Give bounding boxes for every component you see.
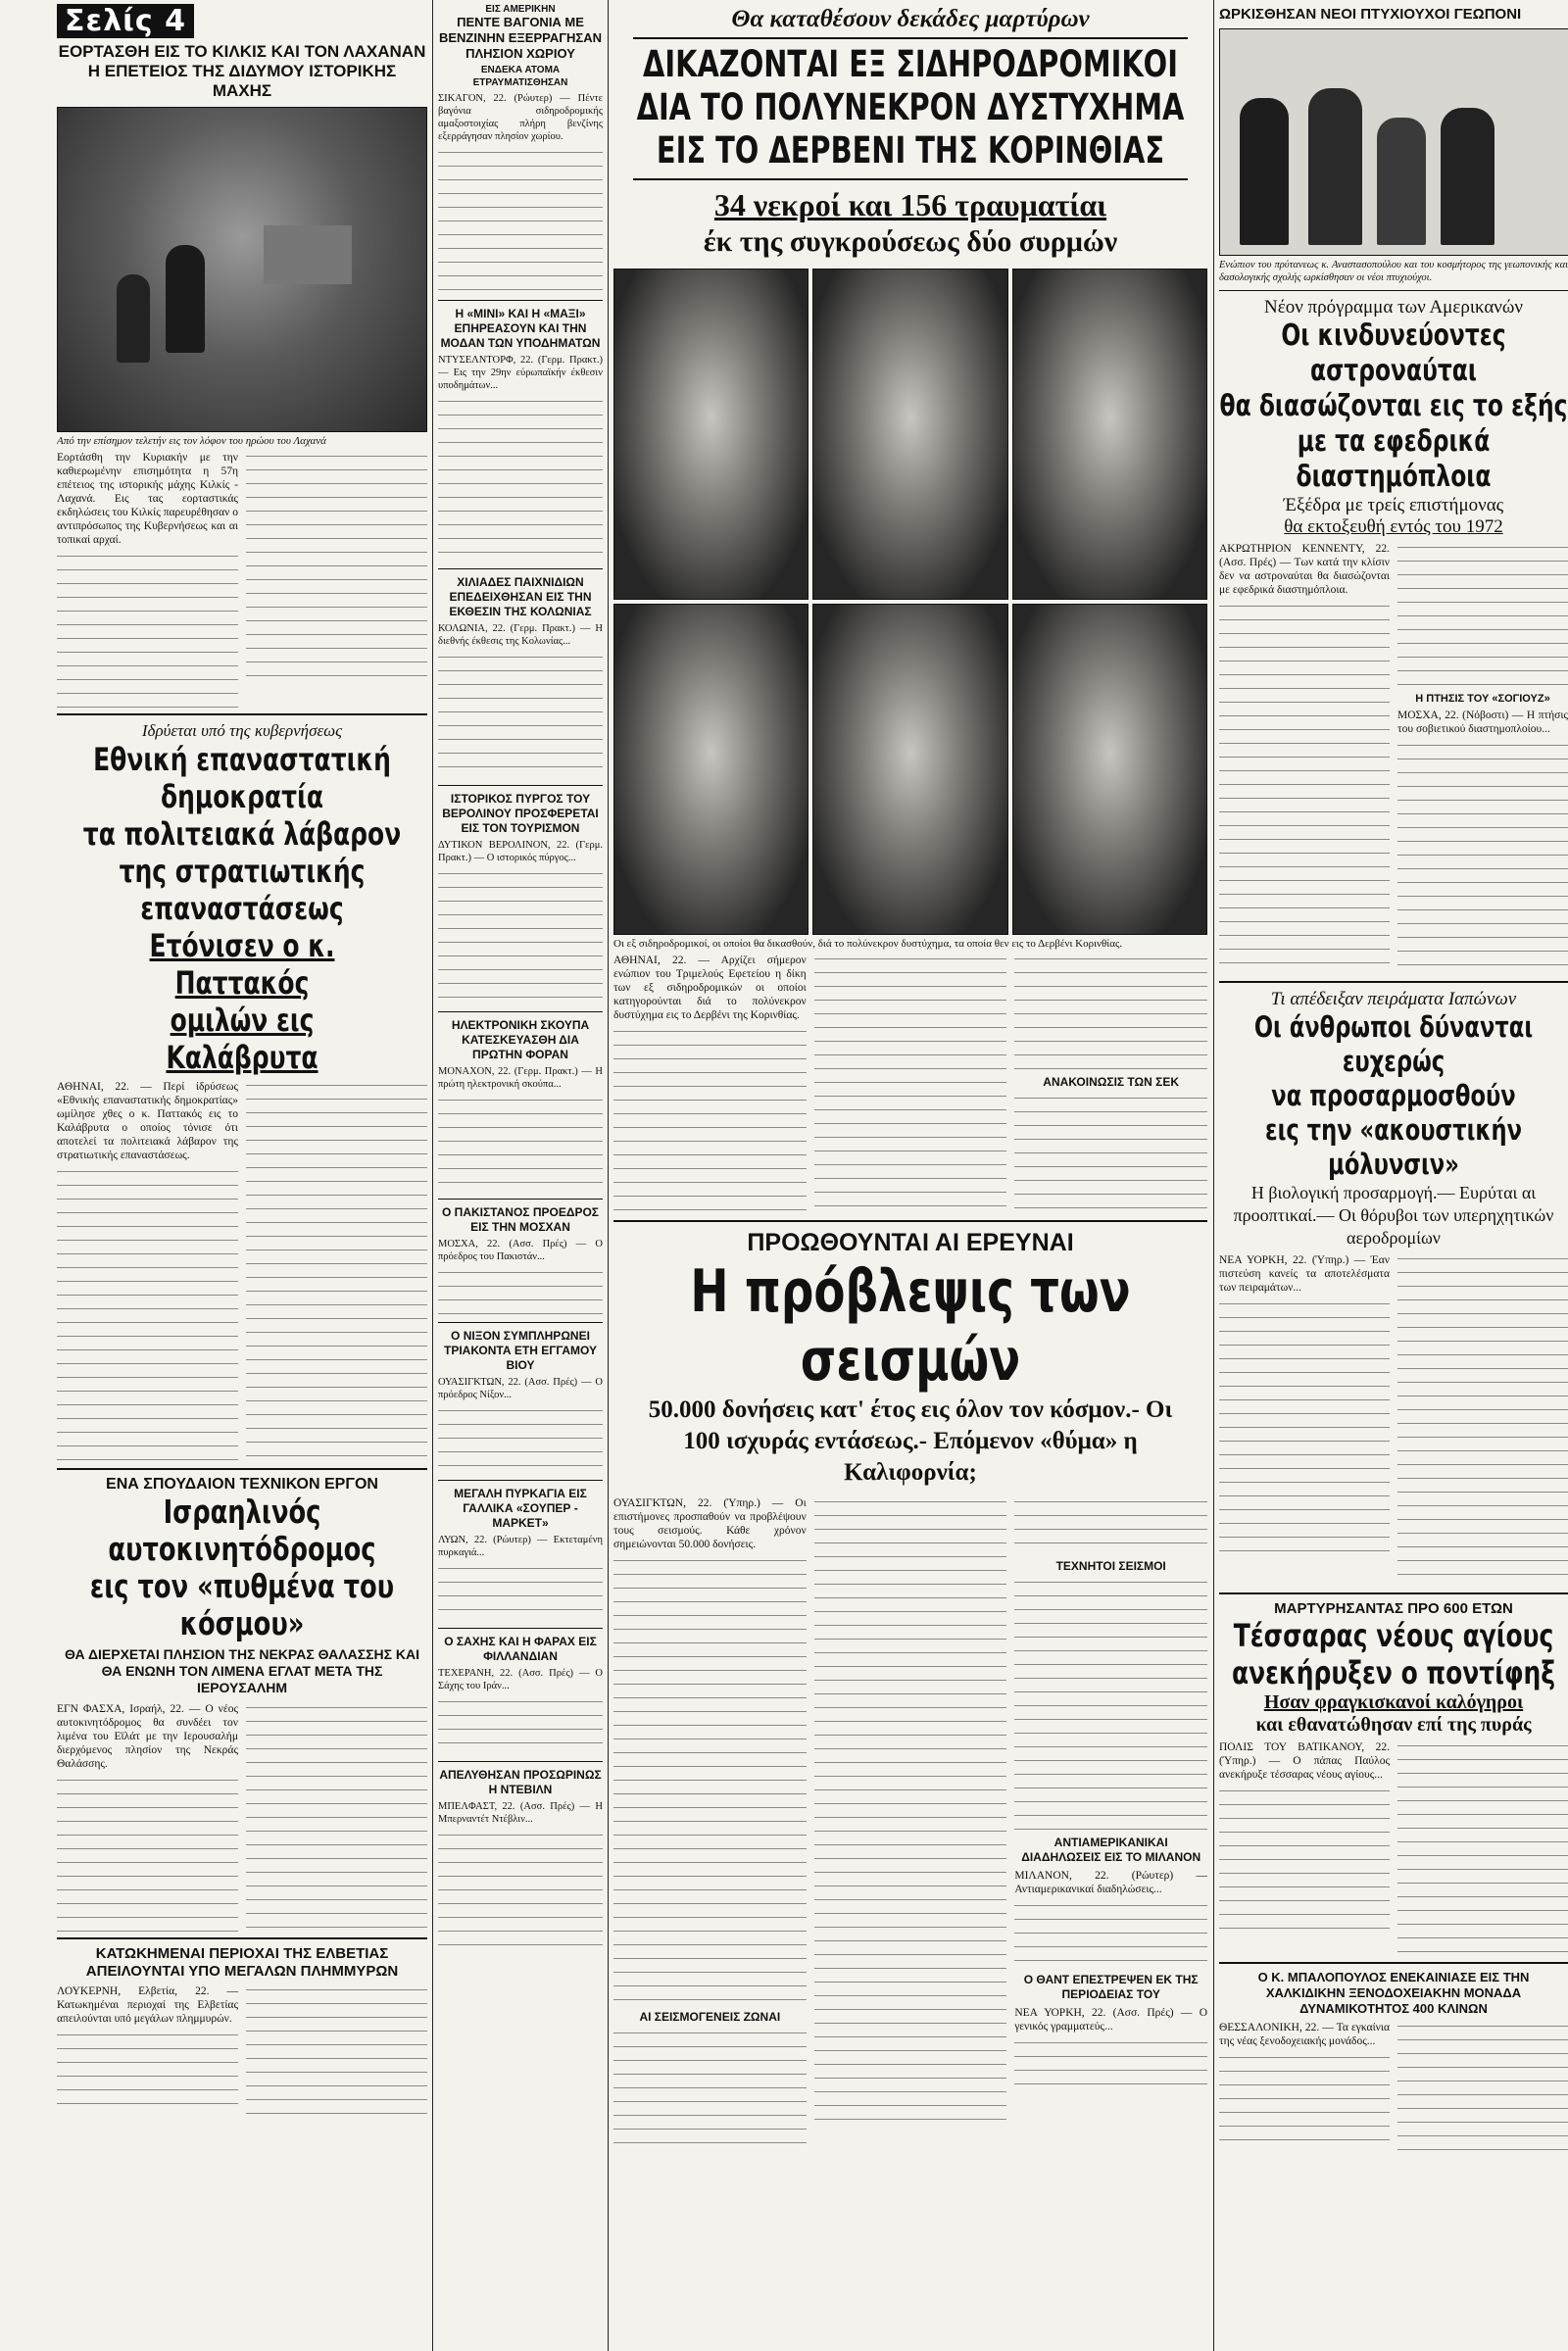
- divider: [438, 1011, 603, 1012]
- defendant-photo: [812, 269, 1007, 600]
- quake-body-col3: [1014, 1496, 1207, 1555]
- israel-headline-2: εις τον «πυθμένα του κόσμου»: [89, 1567, 395, 1642]
- tower-body: ΔΥΤΙΚΟΝ ΒΕΡΟΛΙΝΟΝ, 22. (Γερμ. Πρακτ.) — Ο ιστορικός πύργος...: [438, 840, 603, 863]
- shah-body-continued: [438, 1696, 603, 1755]
- shah-headline: Ο ΣΑΧΗΣ ΚΑΙ Η ΦΑΡΑΧ ΕΙΣ ΦΙΛΛΑΝΔΙΑΝ: [444, 1635, 597, 1663]
- israel-body-col2: [246, 1702, 427, 1928]
- mini-body: ΝΤΥΣΕΛΝΤΟΡΦ, 22. (Γερμ. Πρακτ.) — Εις την 29ην εύρωπαϊκήν έκθεσιν υποδημάτων...: [438, 355, 603, 391]
- swiss-headline: ΚΑΤΩΚΗΜΕΝΑΙ ΠΕΡΙΟΧΑΙ ΤΗΣ ΕΛΒΕΤΙΑΣ ΑΠΕΙΛΟΥΝΤΑΙ ΥΠΟ ΜΕΓΑΛΩΝ ΠΛΗΜΜΥΡΩΝ: [85, 1945, 399, 1980]
- quake-headline: Η πρόβλεψις των σεισμών: [690, 1257, 1131, 1395]
- saints-body-col2: [1397, 1740, 1568, 1956]
- kilkis-body: Εορτάσθη την Κυριακήν με την καθιερωμένην επισημότητα η 57η επέτειος της ιστορικής μάχης Κιλκίς - Λαχανά. Εις τας εορταστικάς εκδηλώσεις του Κιλκίς παρευρέθησαν ο αντιπρόσωπος της Κυβερνήσεως και αι τοπικαί αρχαί.: [57, 452, 238, 546]
- nasa-body-col2: [1397, 542, 1568, 689]
- democracy-headline-1: Εθνική επαναστατική δημοκρατία: [93, 741, 391, 815]
- defendants-photo-grid: [613, 269, 1207, 935]
- defendants-caption: Οι εξ σιδηροδρομικοί, οι οποίοι θα δικασθούν, διά το πολύνεκρον δυστύχημα, τα οποία θεν εις το Δερβένι Κορινθίας.: [613, 938, 1123, 950]
- broom-body-continued: [438, 1095, 603, 1193]
- ntevil-body-continued: [438, 1830, 603, 1947]
- pakistan-headline: Ο ΠΑΚΙΣΤΑΝΟΣ ΠΡΟΕΔΡΟΣ ΕΙΣ ΤΗΝ ΜΟΣΧΑΝ: [441, 1205, 599, 1234]
- toys-body: ΚΟΛΩΝΙΑ, 22. (Γερμ. Πρακτ.) — Η διεθνής έκθεσις της Κολωνίας...: [438, 623, 603, 647]
- sek-headline: ΑΝΑΚΟΙΝΩΣΙΣ ΤΩΝ ΣΕΚ: [1043, 1075, 1180, 1089]
- swiss-body-col2: [246, 1984, 427, 2122]
- quake-subhead: 50.000 δονήσεις κατ' έτος εις όλον τον κόσμον.- Οι 100 ισχυράς εντάσεως.- Επόμενον «θύμα» η Καλιφορνία;: [648, 1396, 1173, 1486]
- derveni-kicker: Θα καταθέσουν δεκάδες μαρτύρων: [731, 6, 1090, 32]
- defendant-photo: [1012, 269, 1207, 600]
- graduates-caption: Ενώπιον του πρύτανεως κ. Αναστασοπούλου και του κοσμήτορος της γεωπονικής και δασολογικής σχολής ωρκίσθησαν οι νέοι πτυχιούχοι.: [1219, 260, 1568, 283]
- us-subhead: ΕΝΔΕΚΑ ΑΤΟΜΑ ΕΤΡΑΥΜΑΤΙΣΘΗΣΑΝ: [472, 65, 568, 88]
- soyuz-body-continued: [1397, 740, 1568, 975]
- kilkis-body-continued: [57, 551, 238, 708]
- soyuz-body: ΜΟΣΧΑ, 22. (Νόβοστι) — Η πτήσις του σοβιετικού διαστημοπλοίου...: [1397, 710, 1568, 735]
- nasa-headline-2: θα διασώζονται εις το εξής: [1219, 389, 1568, 423]
- democracy-headline-2: τα πολιτειακά λάβαρον: [82, 815, 402, 853]
- saints-subhead-2: και εθανατώθησαν επί της πυράς: [1255, 1714, 1532, 1736]
- thant-body-continued: [1014, 2037, 1207, 2096]
- divider: [438, 1761, 603, 1762]
- kilkis-caption: Από την επίσημον τελετήν εις τον λόφον του ηρώου του Λαχανά: [57, 435, 326, 447]
- column-4: [1219, 0, 1568, 2351]
- divider: [57, 1468, 427, 1470]
- swiss-body-continued: [57, 2030, 238, 2108]
- toys-body-continued: [438, 652, 603, 779]
- swiss-body: ΛΟΥΚΕΡΝΗ, Ελβετία, 22. — Κατωκημέναι περιοχαί της Ελβετίας απειλούνται υπό μεγάλων πλημμυρών.: [57, 1985, 238, 2025]
- derveni-headline-1: ΔΙΚΑΖΟΝΤΑΙ ΕΞ ΣΙΔΗΡΟΔΡΟΜΙΚΟΙ: [643, 43, 1178, 85]
- democracy-body-continued: [57, 1166, 238, 1460]
- defendant-photo: [613, 604, 808, 935]
- broom-headline: ΗΛΕΚΤΡΟΝΙΚΗ ΣΚΟΥΠΑ ΚΑΤΕΣΚΕΥΑΣΘΗ ΔΙΑ ΠΡΩΤΗΝ ΦΟΡΑΝ: [451, 1018, 590, 1061]
- defendant-photo: [812, 604, 1007, 935]
- nasa-subhead-1: Έξέδρα με τρείς επιστήμονας: [1283, 495, 1504, 515]
- us-kicker: ΕΙΣ ΑΜΕΡΙΚΗΝ: [485, 4, 556, 15]
- column-1: [57, 0, 427, 2351]
- milan-headline: ΑΝΤΙΑΜΕΡΙΚΑΝΙΚΑΙ ΔΙΑΔΗΛΩΣΕΙΣ ΕΙΣ ΤΟ ΜΙΛΑΝΟΝ: [1021, 1836, 1201, 1864]
- soyuz-headline: Η ΠΤΗΣΙΣ ΤΟΥ «ΣΟΓΙΟΥΖ»: [1415, 693, 1550, 705]
- shah-body: ΤΕΧΕΡΑΝΗ, 22. (Ασσ. Πρές) — Ο Σάχης του Ιράν...: [438, 1668, 603, 1691]
- democracy-body-col2: [246, 1080, 427, 1462]
- nixon-headline: Ο ΝΙΞΟΝ ΣΥΜΠΛΗΡΩΝΕΙ ΤΡΙΑΚΟΝΤΑ ΕΤΗ ΕΓΓΑΜΟΥ ΒΙΟΥ: [443, 1329, 597, 1372]
- derveni-subhead-2: έκ της συγκρούσεως δύο συρμών: [703, 225, 1118, 258]
- nasa-kicker: Νέον πρόγραμμα των Αμερικανών: [1264, 297, 1523, 318]
- derveni-headline-3: ΕΙΣ ΤΟ ΔΕΡΒΕΝΙ ΤΗΣ ΚΟΡΙΝΘΙΑΣ: [656, 129, 1165, 171]
- saints-body: ΠΟΛΙΣ ΤΟΥ ΒΑΤΙΚΑΝΟΥ, 22. (Ύπηρ.) — Ο πάπας Παύλος ανεκήρυξε τέσσαρας νέους αγίους...: [1219, 1741, 1390, 1781]
- nasa-body-continued: [1219, 601, 1390, 973]
- zones-body: [613, 2028, 807, 2145]
- divider: [1219, 1962, 1568, 1964]
- noise-headline-1: Οι άνθρωποι δύνανται ευχερώς: [1253, 1010, 1534, 1078]
- defendant-photo: [1012, 604, 1207, 935]
- us-headline: ΠΕΝΤΕ ΒΑΓΟΝΙΑ ΜΕ ΒΕΝΖΙΝΗΝ ΕΞΕΡΡΑΓΗΣΑΝ ΠΛΗΣΙΟΝ ΧΩΡΙΟΥ: [438, 15, 603, 61]
- divider: [438, 785, 603, 786]
- saints-kicker: ΜΑΡΤΥΡΗΣΑΝΤΑΣ ΠΡΟ 600 ΕΤΩΝ: [1274, 1600, 1513, 1617]
- democracy-headline-4: Ετόνισεν ο κ. Παττακός: [149, 927, 335, 1002]
- noise-body-col2: [1397, 1253, 1568, 1587]
- us-body: ΣΙΚΑΓΟΝ, 22. (Ρώυτερ) — Πέντε βαγόνια σιδηροδρομικής αμαξοστοιχίας πλήρη βενζίνης εξερράγησαν πλησίον χωρίου.: [438, 93, 603, 142]
- noise-body-continued: [1219, 1298, 1390, 1563]
- quake-body-continued: [613, 1555, 807, 2006]
- saints-headline-1: Τέσσαρας νέους αγίους: [1233, 1617, 1554, 1654]
- defendant-photo: [613, 269, 808, 600]
- page-number-badge: Σελίς 4: [57, 4, 194, 38]
- noise-headline-2: να προσαρμοσθούν: [1271, 1079, 1516, 1112]
- graduates-photo: [1219, 28, 1568, 256]
- mini-headline: Η «ΜΙΝΙ» ΚΑΙ Η «ΜΑΞΙ» ΕΠΗΡΕΑΣΟΥΝ ΚΑΙ ΤΗΝ ΜΟΔΑΝ ΤΩΝ ΥΠΟΔΗΜΑΤΩΝ: [440, 307, 601, 350]
- divider: [1219, 981, 1568, 983]
- ntevil-headline: ΑΠΕΛΥΘΗΣΑΝ ΠΡΟΣΩΡΙΝΩΣ Η ΝΤΕΒΙΛΝ: [439, 1768, 602, 1796]
- us-body-continued: [438, 147, 603, 294]
- tower-headline: ΙΣΤΟΡΙΚΟΣ ΠΥΡΓΟΣ ΤΟΥ ΒΕΡΟΛΙΝΟΥ ΠΡΟΣΦΕΡΕΤΑΙ ΕΙΣ ΤΟΝ ΤΟΥΡΙΣΜΟΝ: [442, 792, 599, 835]
- quake-kicker: ΠΡΟΩΘΟΥΝΤΑΙ ΑΙ ΕΡΕΥΝΑΙ: [747, 1229, 1074, 1256]
- halkidiki-body-col2: [1397, 2021, 1568, 2158]
- noise-body: ΝΕΑ ΥΟΡΚΗ, 22. (Ύπηρ.) — Έαν πιστεύση κανείς τα αποτελέσματα των πειραμάτων...: [1219, 1254, 1390, 1294]
- divider: [57, 713, 427, 715]
- nixon-body-continued: [438, 1405, 603, 1474]
- pakistan-body-continued: [438, 1267, 603, 1316]
- kilkis-headline: ΕΟΡΤΑΣΘΗ ΕΙΣ ΤΟ ΚΙΛΚΙΣ ΚΑΙ ΤΟΝ ΛΑΧΑΝΑΝ Η ΕΠΕΤΕΙΟΣ ΤΗΣ ΔΙΔΥΜΟΥ ΙΣΤΟΡΙΚΗΣ ΜΑΧΗΣ: [58, 42, 426, 100]
- israel-body: ΕΓΝ ΦΑΣΧΑ, Ισραήλ, 22. — Ο νέος αυτοκινητόδρομος θα συνδέει τον λιμένα του Εϊλάτ με την Ιερουσαλήμ διερχόμενος πλησίον της Νεκράς Θαλάσσης.: [57, 1703, 238, 1770]
- israel-body-continued: [57, 1775, 238, 1932]
- divider: [438, 1199, 603, 1200]
- derveni-body: ΑΘΗΝΑΙ, 22. — Αρχίζει σήμερον ενώπιον του Τριμελούς Εφετείου η δίκη των εξ σιδηροδρομικών οι οποίοι κατηγορούνται διά το πολύνεκρον δυστύχημα εις το Δερβένι της Κορινθίας.: [613, 955, 807, 1021]
- derveni-body-col3: [1014, 954, 1207, 1071]
- divider: [57, 1937, 427, 1939]
- democracy-headline-5: ομιλών εις Καλάβρυτα: [166, 1002, 318, 1076]
- fire-body: ΛΥΩΝ, 22. (Ρώυτερ) — Εκτεταμένη πυρκαγιά...: [438, 1535, 603, 1558]
- divider: [438, 300, 603, 301]
- milan-body: ΜΙΛΑΝΟΝ, 22. (Ρώυτερ) — Αντιαμερικανικαί διαδηλώσεις...: [1014, 1870, 1207, 1895]
- noise-subhead: Η βιολογική προσαρμογή.— Ευρύται αι προοπτικαί.— Οι θόρυβοι των υπερηχητικών αεροδρομίων: [1233, 1183, 1554, 1248]
- divider: [633, 37, 1188, 39]
- zones-headline: ΑΙ ΣΕΙΣΜΟΓΕΝΕΙΣ ΖΩΝΑΙ: [639, 2010, 781, 2024]
- quake-body: ΟΥΑΣΙΓΚΤΩΝ, 22. (Ύπηρ.) — Οι επιστήμονες προσπαθούν να προβλέψουν τους σεισμούς. Κάθε χρόνον σημειώνονται 50.000 δονήσεις.: [613, 1497, 807, 1550]
- tech-quakes-headline: ΤΕΧΝΗΤΟΙ ΣΕΙΣΜΟΙ: [1055, 1559, 1166, 1573]
- milan-body-continued: [1014, 1900, 1207, 1969]
- toys-headline: ΧΙΛΙΑΔΕΣ ΠΑΙΧΝΙΔΙΩΝ ΕΠΕΔΕΙΧΘΗΣΑΝ ΕΙΣ ΤΗΝ ΕΚΘΕΣΙΝ ΤΗΣ ΚΟΛΩΝΙΑΣ: [449, 575, 592, 618]
- nasa-headline-3: με τα εφεδρικά διαστημόπλοια: [1296, 424, 1492, 494]
- democracy-body: ΑΘΗΝΑΙ, 22. — Περί ίδρύσεως «Εθνικής επαναστατικής δημοκρατίας» ωμίλησε χθες ο κ. Παττακός εις το Καλάβρυτα ο οποίος τόνισε ότι αποτελεί τα πολιτειακά λάβαρον της στρατιωτικής επαναστάσεως.: [57, 1081, 238, 1161]
- halkidiki-headline: Ο Κ. ΜΠΑΛΟΠΟΥΛΟΣ ΕΝΕΚΑΙΝΙΑΣΕ ΕΙΣ ΤΗΝ ΧΑΛΚΙΔΙΚΗΝ ΞΕΝΟΔΟΧΕΙΑΚΗΝ ΜΟΝΑΔΑ ΔΥΝΑΜΙΚΟΤΗΤΟΣ 400 ΚΛΙΝΩΝ: [1257, 1970, 1530, 2016]
- divider: [633, 178, 1188, 180]
- israel-kicker: ΕΝΑ ΣΠΟΥΔΑΙΟΝ ΤΕΧΝΙΚΟΝ ΕΡΓΟΝ: [106, 1476, 378, 1493]
- broom-body: ΜΟΝΑΧΟΝ, 22. (Γερμ. Πρακτ.) — Η πρώτη ηλεκτρονική σκούπα...: [438, 1066, 603, 1090]
- divider: [438, 1322, 603, 1323]
- democracy-headline-3: της στρατιωτικής επαναστάσεως: [119, 853, 366, 927]
- fire-headline: ΜΕΓΑΛΗ ΠΥΡΚΑΓΙΑ ΕΙΣ ΓΑΛΛΙΚΑ «ΣΟΥΠΕΡ - ΜΑΡΚΕΤ»: [454, 1487, 587, 1530]
- divider: [613, 1220, 1207, 1222]
- nixon-body: ΟΥΑΣΙΓΚΤΩΝ, 22. (Ασσ. Πρές) — Ο πρόεδρος Νίξον...: [438, 1377, 603, 1400]
- ntevil-body: ΜΠΕΛΦΑΣΤ, 22. (Ασσ. Πρές) — Η Μπερναντέτ Ντέβλιν...: [438, 1801, 603, 1825]
- derveni-body-continued: [613, 1026, 807, 1212]
- derveni-body-col2: [814, 954, 1007, 1214]
- tower-body-continued: [438, 868, 603, 1005]
- nasa-headline-1: Οι κινδυνεύοντες αστροναύται: [1281, 318, 1506, 388]
- halkidiki-body-continued: [1219, 2052, 1390, 2140]
- halkidiki-body: ΘΕΣΣΑΛΟΝΙΚΗ, 22. — Τα εγκαίνια της νέας ξενοδοχειακής μονάδος...: [1219, 2022, 1390, 2047]
- column-rule: [432, 0, 433, 2351]
- mini-body-continued: [438, 396, 603, 563]
- graduates-headline: ΩΡΚΙΣΘΗΣΑΝ ΝΕΟΙ ΠΤΥΧΙΟΥΧΟΙ ΓΕΩΠΟΝΙ: [1219, 6, 1522, 23]
- divider: [438, 1628, 603, 1629]
- kilkis-body-col2: [246, 451, 427, 676]
- saints-headline-2: ανεκήρυξεν ο ποντίφηξ: [1231, 1654, 1556, 1691]
- divider: [1219, 290, 1568, 291]
- quake-body-col2: [814, 1496, 1007, 2124]
- thant-headline: Ο ΘΑΝΤ ΕΠΕΣΤΡΕΨΕΝ ΕΚ ΤΗΣ ΠΕΡΙΟΔΕΙΑΣ ΤΟΥ: [1023, 1973, 1199, 2001]
- sek-body: [1014, 1093, 1207, 1214]
- noise-kicker: Τι απέδειξαν πειράματα Ιαπώνων: [1270, 989, 1517, 1009]
- israel-headline-1: Ισραηλινός αυτοκινητόδρομος: [108, 1493, 376, 1568]
- israel-subhead: ΘΑ ΔΙΕΡΧΕΤΑΙ ΠΛΗΣΙΟΝ ΤΗΣ ΝΕΚΡΑΣ ΘΑΛΑΣΣΗΣ ΚΑΙ ΘΑ ΕΝΩΝΗ ΤΟΝ ΛΙΜΕΝΑ ΕΓΛΑΤ ΜΕΤΑ ΤΗΣ ΙΕΡΟΥΣΑΛΗΜ: [64, 1646, 420, 1695]
- pakistan-body: ΜΟΣΧΑ, 22. (Ασσ. Πρές) — Ο πρόεδρος του Πακιστάν...: [438, 1239, 603, 1262]
- column-rule: [1213, 0, 1214, 2351]
- nasa-subhead-2: θα εκτοξευθή εντός του 1972: [1284, 516, 1503, 537]
- column-rule: [608, 0, 609, 2351]
- thant-body: ΝΕΑ ΥΟΡΚΗ, 22. (Ασσ. Πρές) — Ο γενικός γραμματεύς...: [1014, 2007, 1207, 2033]
- saints-body-continued: [1219, 1786, 1390, 1933]
- democracy-kicker: Ιδρύεται υπό της κυβερνήσεως: [141, 721, 343, 740]
- nasa-body: ΑΚΡΩΤΗΡΙΟΝ ΚΕΝΝΕΝΤΥ, 22. (Ασσ. Πρές) — Των κατά την κλίσιν δεν να αστροναύται θα διασώζονται με εφεδρικά διαστημόπλοια.: [1219, 543, 1390, 596]
- fire-body-continued: [438, 1563, 603, 1622]
- derveni-headline-2: ΔΙΑ ΤΟ ΠΟΛΥΝΕΚΡΟΝ ΔΥΣΤΥΧΗΜΑ: [636, 86, 1185, 128]
- noise-headline-3: εις την «ακουστικήν μόλυνσιν»: [1264, 1113, 1523, 1181]
- derveni-subhead-1: 34 νεκροί και 156 τραυματίαι: [713, 187, 1107, 222]
- tech-quakes-body: [1014, 1577, 1207, 1832]
- center-column: [613, 0, 1207, 2351]
- divider: [1219, 1592, 1568, 1594]
- divider: [438, 568, 603, 569]
- saints-subhead-1: Ησαν φραγκισκανοί καλόγηροι: [1263, 1691, 1524, 1713]
- divider: [438, 1480, 603, 1481]
- column-2: [438, 0, 603, 2351]
- kilkis-photo: [57, 107, 427, 432]
